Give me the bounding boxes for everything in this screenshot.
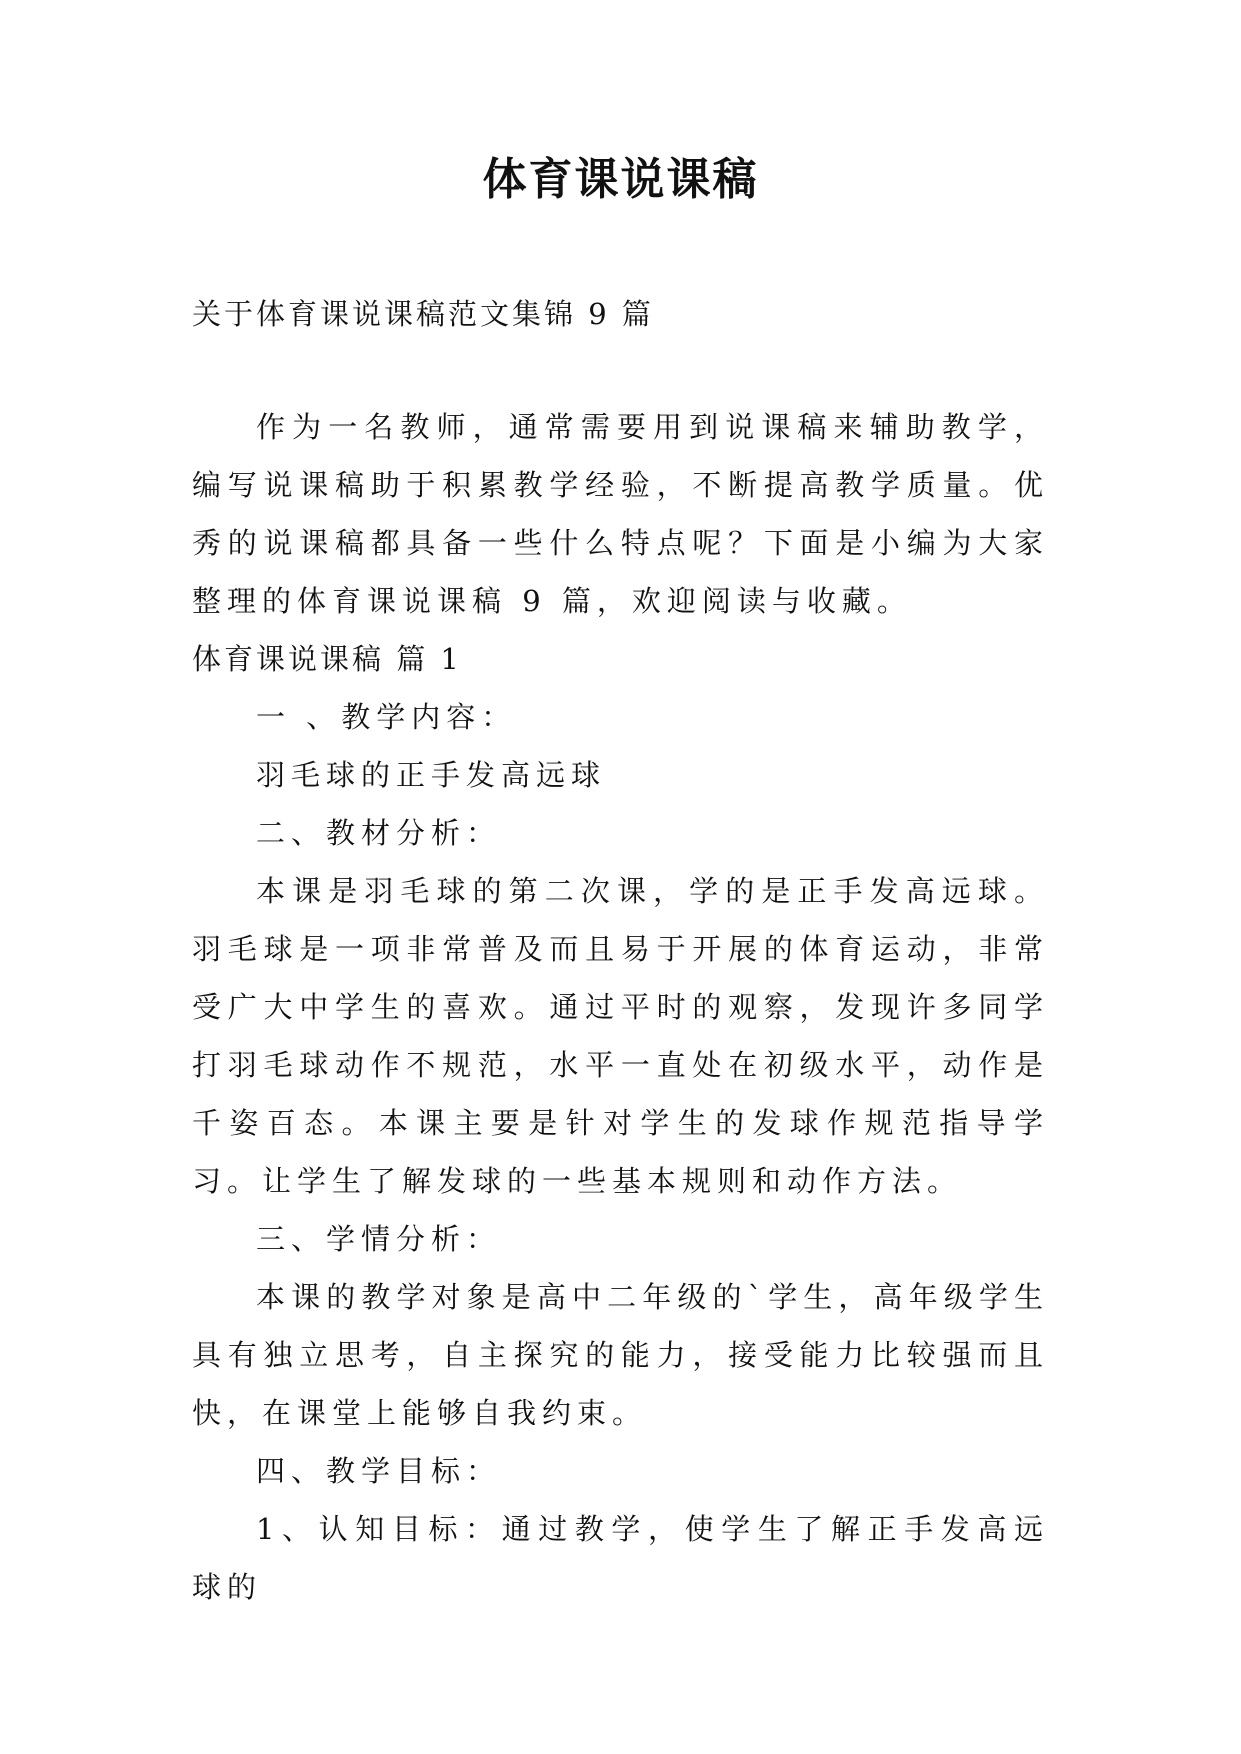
paragraph: 羽毛球的正手发高远球 [256,758,607,792]
document-subtitle: 关于体育课说课稿范文集锦 9 篇 [192,297,654,331]
paragraph: 1、认知目标：通过教学，使学生了解正手发高远球的 [192,1512,1049,1604]
paragraph: 本课的教学对象是高中二年级的`学生，高年级学生具有独立思考，自主探究的能力，接受能力比较强而且快，在课堂上能够自我约束。 [192,1280,1049,1430]
section-heading: 体育课说课稿 篇 1 [192,642,462,676]
paragraph-intro: 作为一名教师，通常需要用到说课稿来辅助教学，编写说课稿助于积累教学经验，不断提高教学质量。优秀的说课稿都具备一些什么特点呢？下面是小编为大家整理的体育课说课稿 9 篇，欢迎阅读与收藏。 [192,410,1049,618]
section-item-heading: 二、教材分析： [256,816,502,850]
section-item-heading: 一 、教学内容： [256,700,517,734]
section-item-heading: 四、教学目标： [256,1454,502,1488]
document-body [192,398,1049,1616]
paragraph: 本课是羽毛球的第二次课，学的是正手发高远球。羽毛球是一项非常普及而且易于开展的体育运动，非常受广大中学生的喜欢。通过平时的观察，发现许多同学打羽毛球动作不规范，水平一直处在初级水平，动作是千姿百态。本课主要是针对学生的发球作规范指导学习。让学生了解发球的一些基本规则和动作方法。 [192,874,1049,1198]
section-item-heading: 三、学情分析： [256,1222,502,1256]
page-title: 体育课说课稿 [482,154,759,205]
